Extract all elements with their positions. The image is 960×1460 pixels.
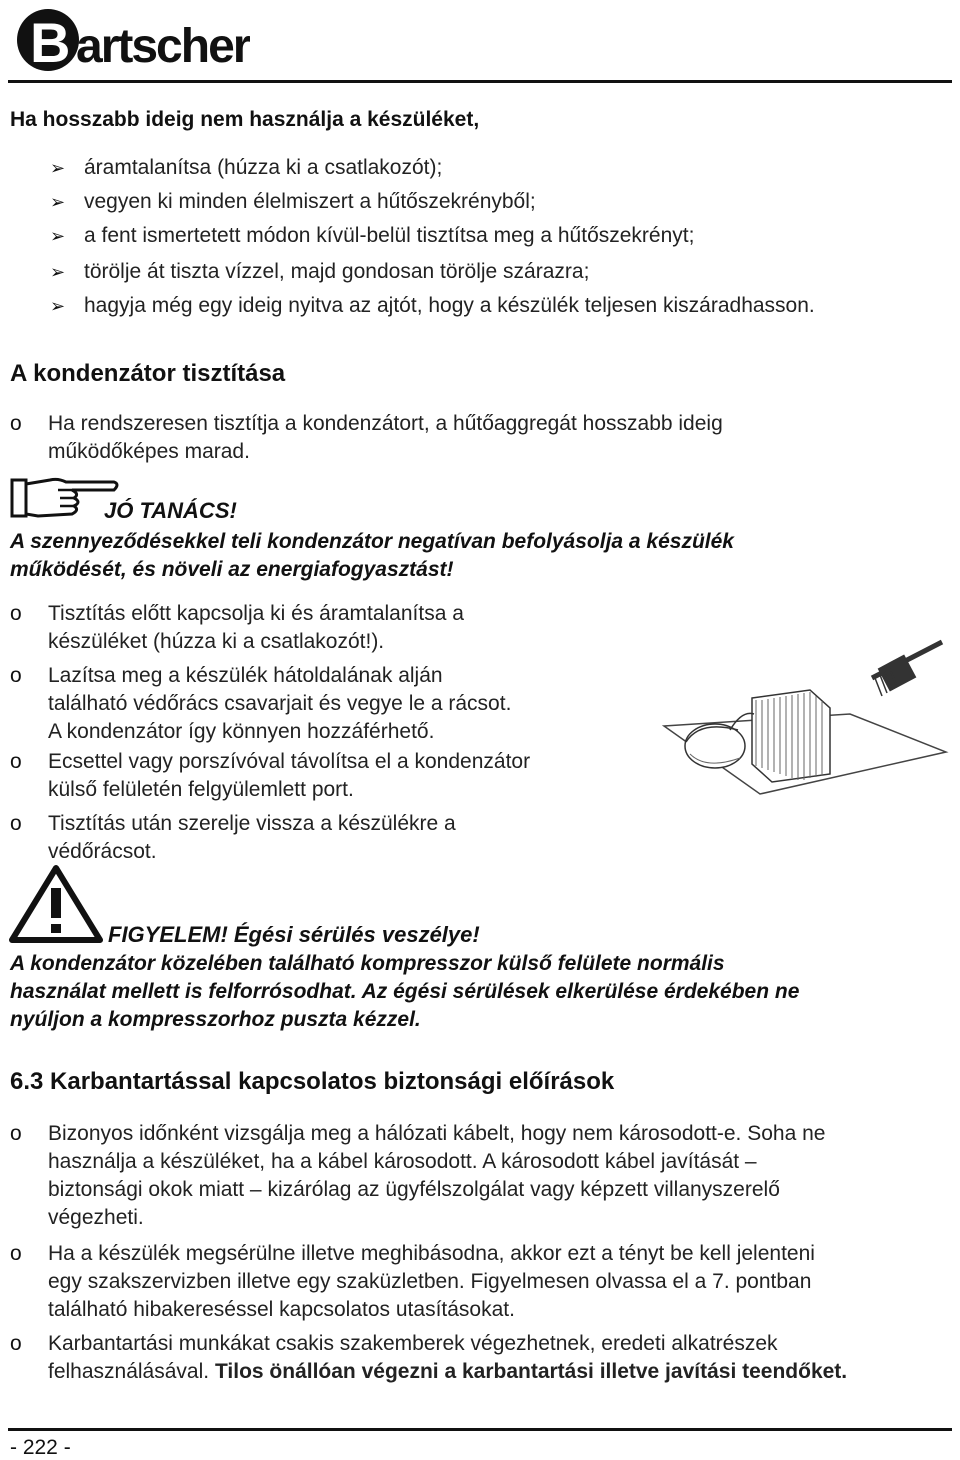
safety-item: Ha a készülék megsérülne illetve meghibásodna, akkor ezt a tényt be kell jelenteni egy szakszervizben illetve egy szaküzletben. Figyelmesen olvassa el a 7. pontban található hibakereséssel kapcsolatos utasításokat.: [48, 1242, 815, 1321]
safety-heading: 6.3 Karbantartással kapcsolatos biztonsági előírások: [10, 1068, 615, 1095]
o-bullet: o: [10, 412, 22, 435]
o-bullet: o: [10, 1332, 22, 1355]
tip-title: JÓ TANÁCS!: [104, 498, 237, 523]
svg-text:B: B: [30, 11, 71, 74]
warning-text: A kondenzátor közelében található kompresszor külső felülete normális használat mellett is felforrósodhat. Az égési sérülések elkerülése érdekében ne nyúljon a kompresszorhoz puszta kézzel.: [10, 952, 800, 1031]
o-bullet: o: [10, 1122, 22, 1145]
step-item: Ecsettel vagy porszívóval távolítsa el a kondenzátor külső felületén felgyülemlett port.: [48, 750, 531, 801]
arrow-bullet-icon: ➢: [50, 262, 66, 282]
o-bullet: o: [10, 750, 22, 773]
storage-heading: Ha hosszabb ideig nem használja a készüléket,: [10, 108, 480, 131]
bartscher-logo: [10, 2, 250, 78]
footer-rule: [8, 1428, 952, 1431]
condenser-brush-illustration: [660, 634, 960, 824]
arrow-bullet-icon: ➢: [50, 158, 66, 178]
o-bullet: o: [10, 1242, 22, 1265]
o-bullet: o: [10, 602, 22, 625]
svg-text:artscher: artscher: [76, 20, 250, 73]
o-bullet: o: [10, 812, 22, 835]
header-rule: [8, 80, 952, 83]
arrow-bullet-icon: ➢: [50, 192, 66, 212]
condenser-intro: Ha rendszeresen tisztítja a kondenzátort, a hűtőaggregát hosszabb ideig működőképes marad.: [48, 412, 723, 463]
page-number: - 222 -: [10, 1436, 71, 1459]
tip-text: A szennyeződésekkel teli kondenzátor negatívan befolyásolja a készülék működését, és növeli az energiafogyasztást!: [10, 530, 734, 581]
condenser-heading: A kondenzátor tisztítása: [10, 360, 286, 387]
step-item: Tisztítás előtt kapcsolja ki és áramtalanítsa a készüléket (húzza ki a csatlakozót!).: [48, 602, 464, 653]
warning-title: FIGYELEM! Égési sérülés veszélye!: [108, 922, 480, 947]
step-item: Lazítsa meg a készülék hátoldalának alján található védőrács csavarjait és vegye le a rácsot. A kondenzátor így könnyen hozzáférhető.: [48, 664, 512, 743]
warning-triangle-icon: [8, 864, 104, 944]
arrow-bullet-icon: ➢: [50, 296, 66, 316]
safety-item: Karbantartási munkákat csakis szakemberek végezhetnek, eredeti alkatrészek felhasználásával. Tilos önállóan végezni a karbantartási illetve javítási teendőket.: [48, 1332, 848, 1383]
step-item: Tisztítás után szerelje vissza a készülékre a védőrácsot.: [48, 812, 456, 863]
safety-item: Bizonyos időnként vizsgálja meg a hálózati kábelt, hogy nem károsodott-e. Soha ne használja a készüléket, ha a kábel károsodott. A károsodott kábel javítását – biztonsági okok miatt – kizárólag az ügyfélszolgálat vagy képzett villanyszerelő végezheti.: [48, 1122, 826, 1229]
arrow-bullet-icon: ➢: [50, 226, 66, 246]
o-bullet: o: [10, 664, 22, 687]
safety-warning-bold: Tilos önállóan végezni a karbantartási illetve javítási teendőket.: [214, 1360, 848, 1383]
